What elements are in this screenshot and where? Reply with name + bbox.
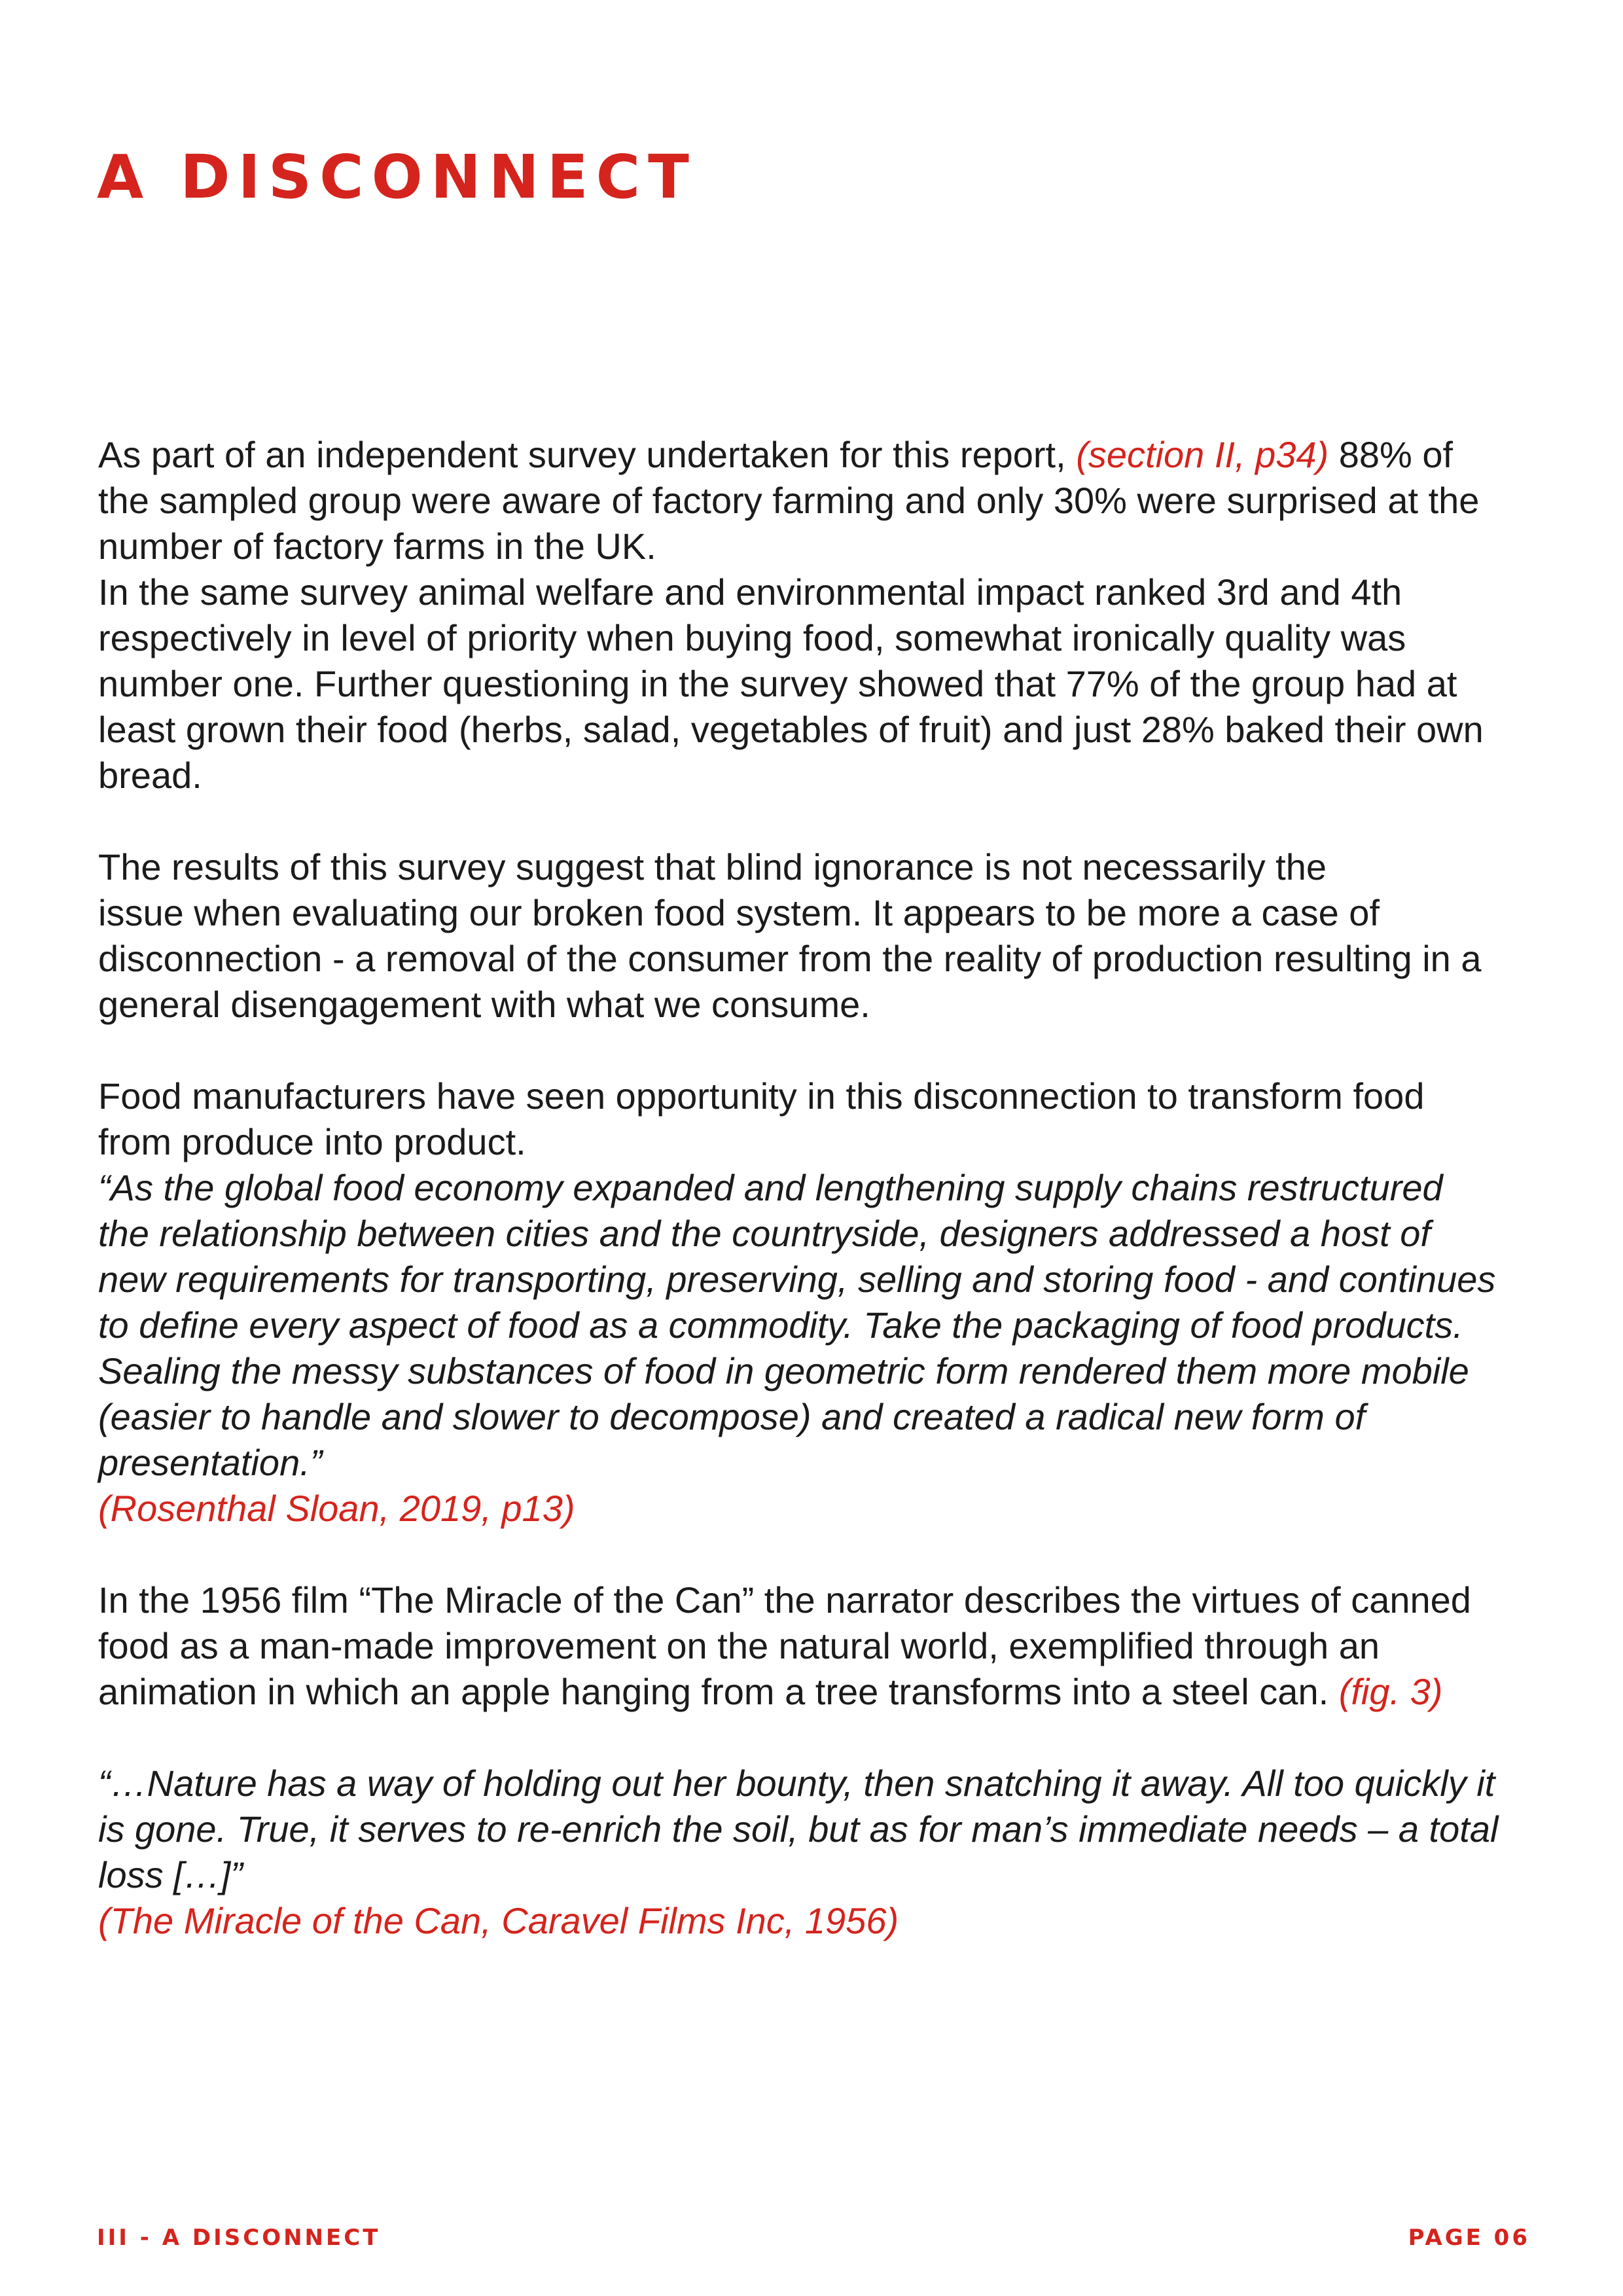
text-line (98, 432, 1551, 478)
text-line: general disengagement with what we consume. (98, 984, 870, 1025)
paragraph-survey (98, 432, 1551, 798)
text-line: In the same survey animal welfare and environmental impact ranked 3rd and 4th (98, 571, 1402, 613)
reference-section: (section II, p34) (1076, 434, 1329, 475)
text-line: bread. (98, 755, 202, 796)
text-run: 88% of (1329, 434, 1454, 475)
paragraph-film-quote (98, 1761, 1551, 1944)
text-run: animation in which an apple hanging from a tree transforms into a steel can. (98, 1671, 1339, 1712)
quote-line: “As the global food economy expanded and lengthening supply chains restructured (98, 1167, 1443, 1208)
quote-line: to define every aspect of food as a commodity. Take the packaging of food products. (98, 1304, 1463, 1346)
text-line: Food manufacturers have seen opportunity in this disconnection to transform food (98, 1075, 1425, 1117)
body-text (98, 432, 1551, 1990)
text-line: In the 1956 film “The Miracle of the Can” the narrator describes the virtues of canned (98, 1579, 1471, 1621)
text-line: disconnection - a removal of the consumer from the reality of production resulting in a (98, 938, 1482, 979)
text-line: from produce into product. (98, 1121, 526, 1162)
page-heading: A DISCONNECT (97, 142, 697, 212)
citation: (The Miracle of the Can, Caravel Films Inc, 1956) (98, 1900, 899, 1941)
quote-line: Sealing the messy substances of food in geometric form rendered them more mobile (98, 1350, 1469, 1391)
quote-line: loss […]” (98, 1854, 243, 1895)
text-line: the sampled group were aware of factory farming and only 30% were surprised at the (98, 480, 1480, 521)
quote-line: the relationship between cities and the countryside, designers addressed a host of (98, 1213, 1431, 1254)
paragraph-results (98, 844, 1551, 1028)
footer-section-label: III - A DISCONNECT (97, 2225, 381, 2251)
quote-line: presentation.” (98, 1442, 323, 1483)
quote-line: new requirements for transporting, preserving, selling and storing food - and continues (98, 1259, 1496, 1300)
footer-page-number: PAGE 06 (1408, 2225, 1530, 2251)
text-line: The results of this survey suggest that blind ignorance is not necessarily the (98, 846, 1327, 888)
quote-line: “…Nature has a way of holding out her bounty, then snatching it away. All too quickly it (98, 1763, 1495, 1804)
citation: (Rosenthal Sloan, 2019, p13) (98, 1488, 575, 1529)
text-line: number of factory farms in the UK. (98, 526, 656, 567)
text-line: food as a man-made improvement on the natural world, exemplified through an (98, 1625, 1380, 1666)
quote-line: (easier to handle and slower to decompose) and created a radical new form of (98, 1396, 1366, 1437)
paragraph-manufacturers (98, 1073, 1551, 1532)
reference-figure: (fig. 3) (1338, 1671, 1443, 1712)
text-run: As part of an independent survey undertaken for this report, (98, 434, 1077, 475)
paragraph-film (98, 1577, 1551, 1715)
text-line: number one. Further questioning in the survey showed that 77% of the group had at (98, 663, 1457, 704)
text-line: issue when evaluating our broken food system. It appears to be more a case of (98, 892, 1380, 933)
text-line (98, 1669, 1551, 1715)
quote-line: is gone. True, it serves to re-enrich the soil, but as for man’s immediate needs – a total (98, 1808, 1499, 1850)
text-line: least grown their food (herbs, salad, vegetables of fruit) and just 28% baked their own (98, 709, 1484, 750)
text-line: respectively in level of priority when buying food, somewhat ironically quality was (98, 617, 1406, 658)
